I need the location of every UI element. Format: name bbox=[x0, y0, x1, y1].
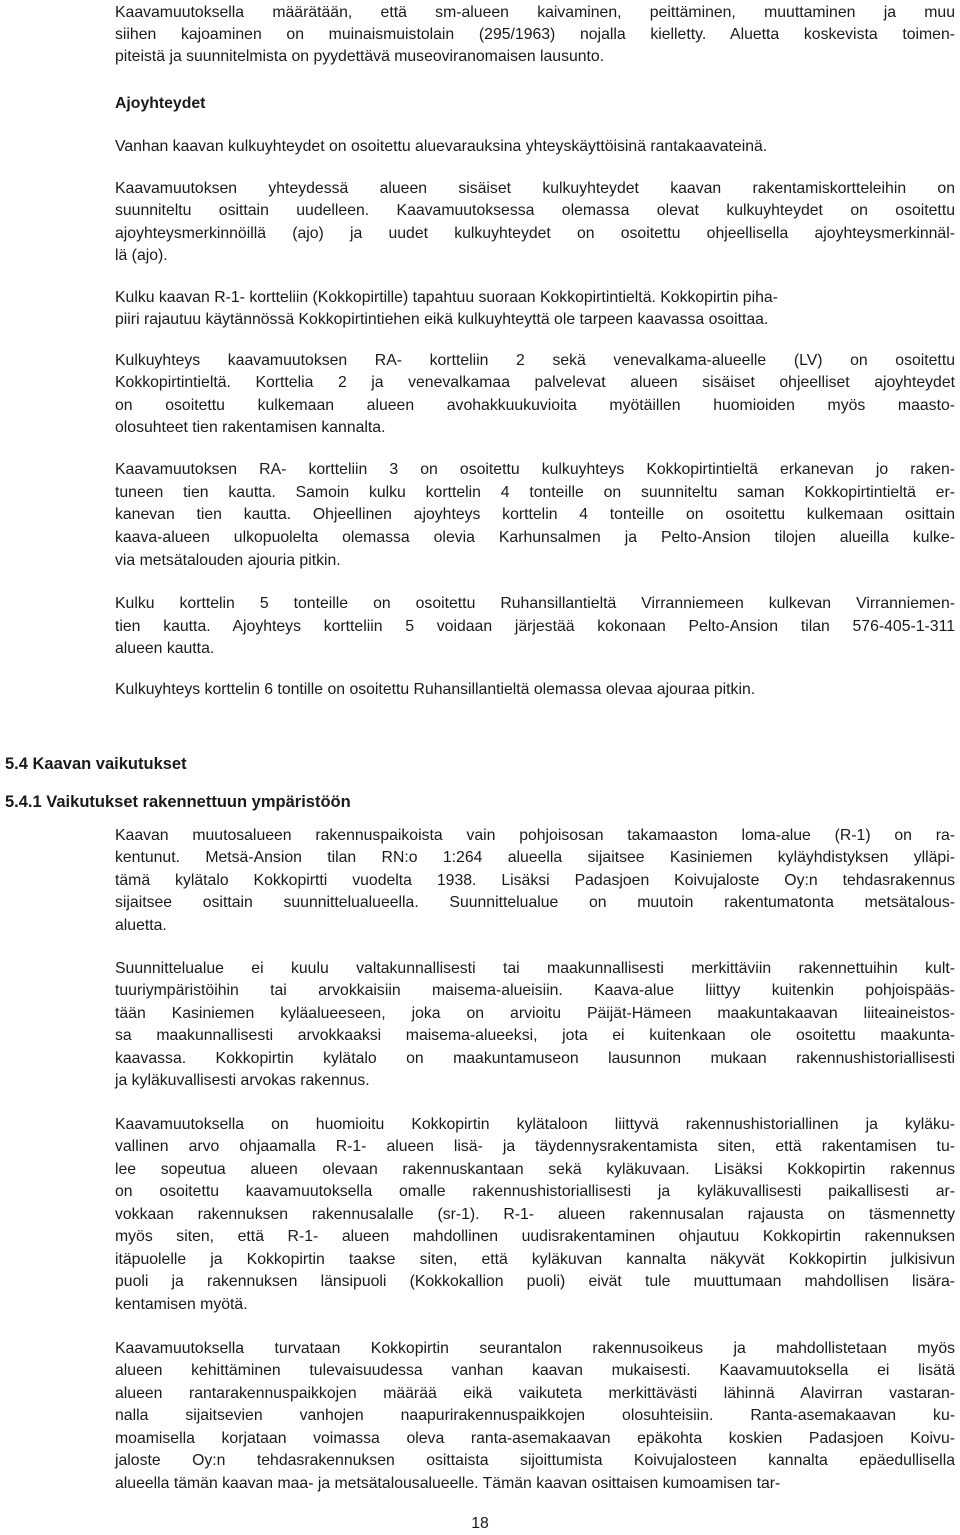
paragraph-line: Kaavamuutoksen RA- kortteliin 3 on osoitettu kulkuyhteys Kokkopirtintieltä erkanevan jo raken- bbox=[115, 461, 955, 478]
paragraph-line: vokkaan rakennuksen rakennusalalle (sr-1). R-1- alueen rakennusalan rajausta on täsmennetty bbox=[115, 1206, 955, 1223]
paragraph-line: lä (ajo). bbox=[115, 247, 168, 264]
paragraph-line: piteistä ja suunnitelmista on pyydettävä museoviranomaisen lausunto. bbox=[115, 48, 605, 65]
paragraph-line: ajoyhteysmerkinnöillä (ajo) ja uudet kulkuyhteydet on osoitettu ohjeellisella ajoyhteysmerkinnäl- bbox=[115, 225, 955, 242]
paragraph-line: Kaavamuutoksen yhteydessä alueen sisäiset kulkuyhteydet kaavan rakentamiskortteleihin on bbox=[115, 180, 955, 197]
paragraph-line: tien kautta. Ajoyhteys kortteliin 5 voidaan järjestää kokonaan Pelto-Ansion tilan 576-405-1-311 bbox=[115, 618, 955, 635]
section-heading: 5.4 Kaavan vaikutukset bbox=[5, 755, 187, 773]
paragraph-line: Kaavamuutoksella turvataan Kokkopirtin seurantalon rakennusoikeus ja mahdollistetaan myös bbox=[115, 1340, 955, 1357]
paragraph-line: nalla sijaitsevien vanhojen naapurirakennuspaikkojen olosuhteisiin. Ranta-asemakaavan ku- bbox=[115, 1407, 955, 1424]
paragraph-line: alueen rantarakennuspaikkojen määrää eikä vaikuteta merkittävästi lähinnä Alavirran vastaran- bbox=[115, 1385, 955, 1402]
paragraph-line: ja kyläkuvallisesti arvokas rakennus. bbox=[115, 1072, 370, 1089]
paragraph-line: puoli ja rakennuksen länsipuoli (Kokkokallion puoli) eivät tule muuttumaan mahdollisen lisära- bbox=[115, 1273, 955, 1290]
paragraph-line: Vanhan kaavan kulkuyhteydet on osoitettu aluevarauksina yhteyskäyttöisinä rantakaavateinä. bbox=[115, 138, 768, 155]
paragraph-line: kentunut. Metsä-Ansion tilan RN:o 1:264 alueella sijaitsee Kasiniemen kyläyhdistyksen ylläpi- bbox=[115, 849, 955, 866]
paragraph-line: on osoitettu kulkemaan alueen avohakkuukuvioita myötäillen huomioiden myös maasto- bbox=[115, 397, 955, 414]
paragraph-line: Kulku kaavan R-1- kortteliin (Kokkopirtille) tapahtuu suoraan Kokkopirtintieltä. Kokkopirtin piha- bbox=[115, 289, 778, 306]
paragraph-line: olosuhteet tien rakentamisen kannalta. bbox=[115, 419, 386, 436]
paragraph-line: kaava-alueen ulkopuolelta olemassa olevia Karhunsalmen ja Pelto-Ansion tilojen alueilla kulke- bbox=[115, 529, 955, 546]
paragraph-line: via metsätalouden ajouria pitkin. bbox=[115, 552, 341, 569]
paragraph-line: Kaavan muutosalueen rakennuspaikoista vain pohjoisosan takamaaston loma-alue (R-1) on ra- bbox=[115, 827, 955, 844]
paragraph-line: kaavassa. Kokkopirtin kylätalo on maakuntamuseon lausunnon mukaan rakennushistoriallisesti bbox=[115, 1050, 955, 1067]
paragraph-line: piiri rajautuu käytännössä Kokkopirtintiehen eikä kulkuyhteyttä ole tarpeen kaavassa osoittaa. bbox=[115, 311, 769, 328]
paragraph-line: alueen kautta. bbox=[115, 640, 215, 657]
paragraph-line: Kulku korttelin 5 tonteille on osoitettu Ruhansillantieltä Virranniemeen kulkevan Virranniemen- bbox=[115, 595, 955, 612]
paragraph-line: sa maakunnallisesti arvokkaaksi maisema-alueeksi, jota ei kuitenkaan ole osoitettu maakunta- bbox=[115, 1027, 955, 1044]
paragraph-line: Kulkuyhteys korttelin 6 tontille on osoitettu Ruhansillantieltä olemassa olevaa ajouraa pitkin. bbox=[115, 681, 756, 698]
paragraph-line: jaloste Oy:n tehdasrakennuksen osittaista sijoittumista Koivujalosteen kannalta epäedullisella bbox=[115, 1452, 955, 1469]
paragraph-line: tuneen tien kautta. Samoin kulku korttelin 4 tonteille on suunniteltu saman Kokkopirtintieltä er- bbox=[115, 484, 955, 501]
paragraph-line: vallinen arvo ohjaamalla R-1- alueen lisä- ja täydennysrakentamista siten, että rakentamisen tu- bbox=[115, 1138, 955, 1155]
paragraph-line: moamisella korjataan voimassa oleva ranta-asemakaavan epäkohta koskien Padasjoen Koivu- bbox=[115, 1430, 955, 1447]
paragraph-line: Kaavamuutoksella on huomioitu Kokkopirtin kylätaloon liittyvä rakennushistoriallinen ja kyläku- bbox=[115, 1116, 955, 1133]
paragraph-line: siihen kajoaminen on muinaismuistolain (295/1963) nojalla kielletty. Aluetta koskevista toimen- bbox=[115, 26, 955, 43]
paragraph-line: Kaavamuutoksella määrätään, että sm-alueen kaivaminen, peittäminen, muuttaminen ja muu bbox=[115, 4, 955, 21]
paragraph-line: alueen kehittäminen tulevaisuudessa vanhan kaavan mukaisesti. Kaavamuutoksella ei lisätä bbox=[115, 1362, 955, 1379]
paragraph-line: lee sopeutua alueen olevaan rakennuskantaan sekä kyläkuvaan. Lisäksi Kokkopirtin rakennus bbox=[115, 1161, 955, 1178]
page-number: 18 bbox=[471, 1515, 489, 1532]
paragraph-line: itäpuolelle ja Kokkopirtin taakse siten, että kyläkuvan kannalta näkyvät Kokkopirtin julkisivun bbox=[115, 1251, 955, 1268]
paragraph-line: tuuriympäristöihin tai arvokkaisiin maisema-alueisiin. Kaava-alue liittyy kuitenkin pohjoispääs- bbox=[115, 982, 955, 999]
paragraph-line: kentamisen myötä. bbox=[115, 1296, 248, 1313]
subsection-heading: 5.4.1 Vaikutukset rakennettuun ympäristöön bbox=[5, 793, 351, 811]
paragraph-line: tämä kylätalo Kokkopirtti vuodelta 1938. Lisäksi Padasjoen Koivujaloste Oy:n tehdasrakennus bbox=[115, 872, 955, 889]
paragraph-line: tään Kasiniemen kyläalueeseen, joka on arvioitu Päijät-Hämeen maakuntakaavan liiteaineistos- bbox=[115, 1005, 955, 1022]
paragraph-line: sijaitsee osittain suunnittelualueella. Suunnittelualue on muutoin rakentumatonta metsätalous- bbox=[115, 894, 955, 911]
paragraph-line: on osoitettu kaavamuutoksella omalle rakennushistoriallisesti ja kyläkuvallisesti paikallisesti ar- bbox=[115, 1183, 955, 1200]
paragraph-line: myös siten, että R-1- alueen mahdollinen uudisrakentaminen ohjautuu Kokkopirtin rakennuksen bbox=[115, 1228, 955, 1245]
paragraph-line: alueella tämän kaavan maa- ja metsätalousalueelle. Tämän kaavan osittaisen kumoamisen tar- bbox=[115, 1475, 781, 1492]
paragraph-line: aluetta. bbox=[115, 917, 167, 934]
paragraph-line: suunniteltu osittain uudelleen. Kaavamuutoksessa olemassa olevat kulkuyhteydet on osoitettu bbox=[115, 202, 955, 219]
paragraph-line: kanevan tien kautta. Ohjeellinen ajoyhteys korttelin 4 tonteille on osoitettu kulkemaan osittain bbox=[115, 506, 955, 523]
paragraph-line: Kokkopirtintieltä. Korttelia 2 ja venevalkamaa palvelevat alueen sisäiset ohjeelliset ajoyhteydet bbox=[115, 374, 955, 391]
paragraph-line: Kulkuyhteys kaavamuutoksen RA- kortteliin 2 sekä venevalkama-alueelle (LV) on osoitettu bbox=[115, 352, 955, 369]
paragraph-line: Suunnittelualue ei kuulu valtakunnallisesti tai maakunnallisesti merkittäviin rakennettuihin kult- bbox=[115, 960, 955, 977]
subheading: Ajoyhteydet bbox=[115, 95, 206, 112]
